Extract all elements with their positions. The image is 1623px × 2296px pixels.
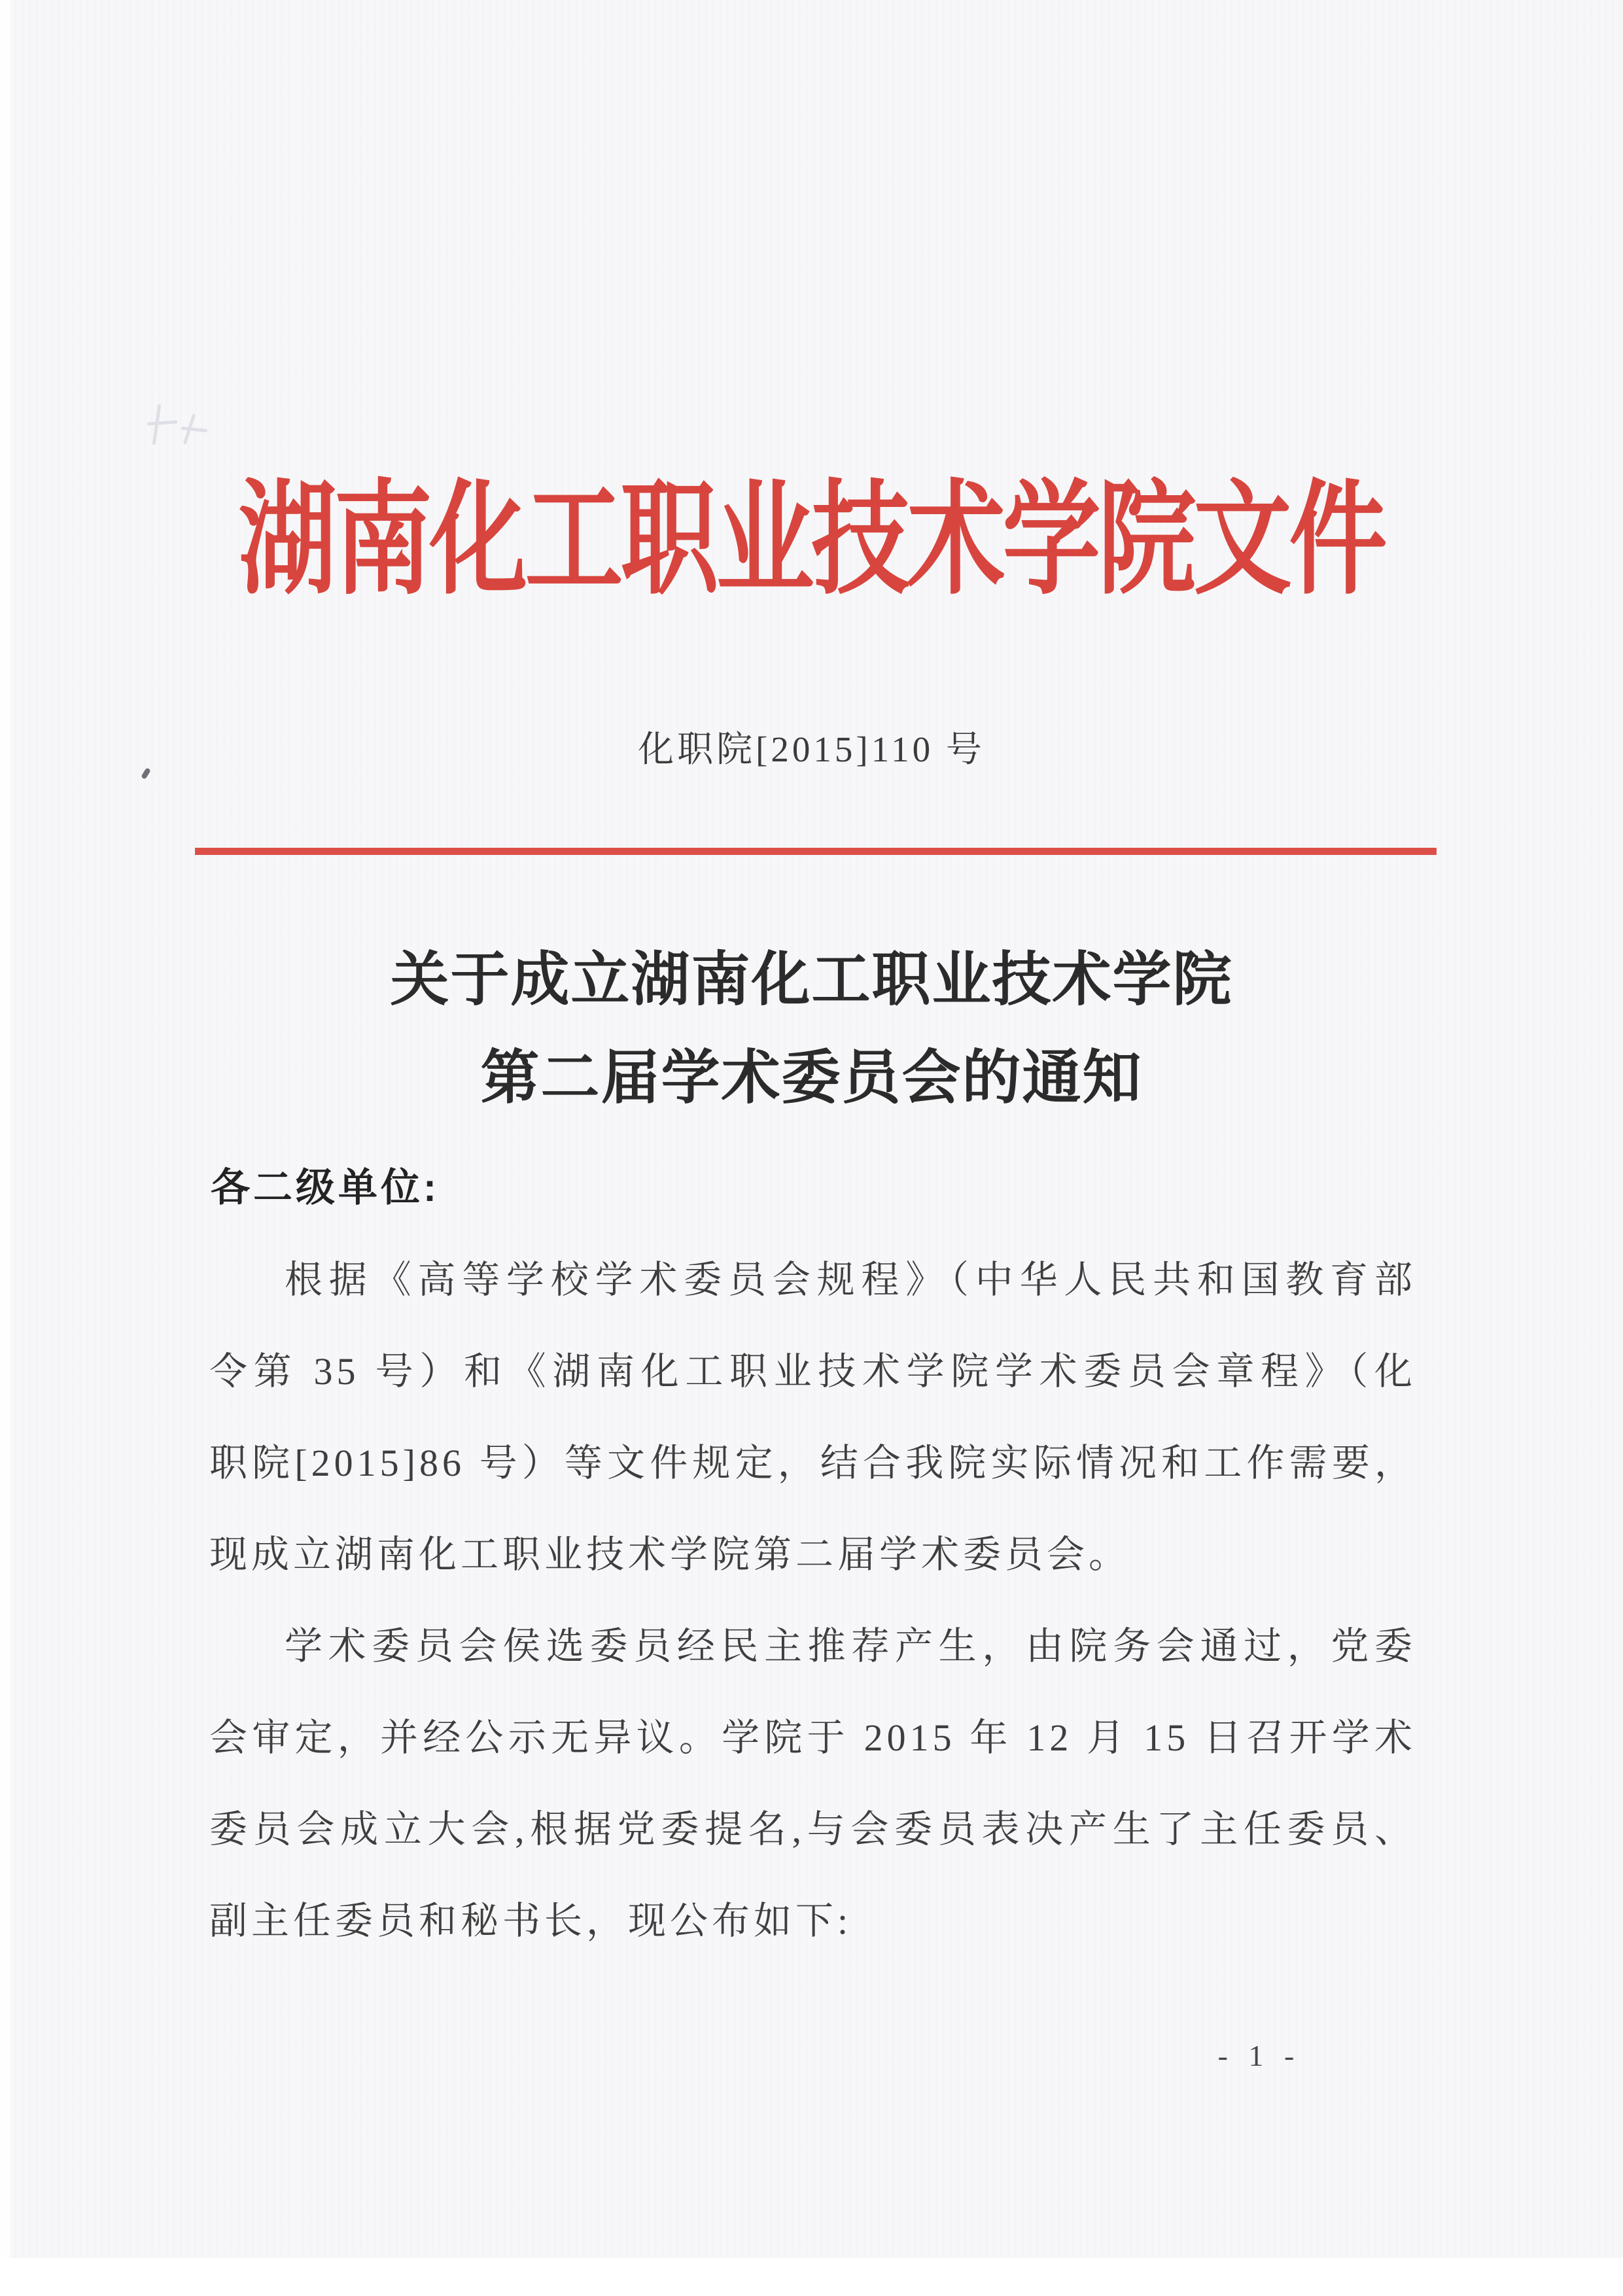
salutation: 各二级单位: bbox=[211, 1166, 440, 1209]
red-separator-line bbox=[195, 848, 1437, 855]
notice-title bbox=[0, 931, 1623, 1128]
red-header-title bbox=[0, 440, 1623, 610]
paragraph-2 bbox=[209, 1601, 1416, 1967]
body-line: 职院[2015]86 号）等文件规定，结合我院实际情况和工作需要， bbox=[209, 1442, 1416, 1484]
paragraph-1 bbox=[209, 1234, 1416, 1601]
document-number: 化职院[2015]110 号 bbox=[638, 729, 985, 769]
body-line: 根据《高等学校学术委员会规程》（中华人民共和国教育部 bbox=[285, 1259, 1416, 1301]
scan-edge-bottom bbox=[0, 2258, 1623, 2296]
body-text bbox=[209, 1234, 1416, 1967]
body-line: 学术委员会侯选委员经民主推荐产生，由院务会通过，党委 bbox=[285, 1625, 1416, 1667]
notice-title-line-1: 关于成立湖南化工职业技术学院 bbox=[390, 948, 1233, 1013]
page-number: - 1 - bbox=[1217, 2039, 1301, 2072]
scan-edge-left bbox=[0, 0, 10, 2296]
body-line: 副主任委员和秘书长，现公布如下: bbox=[209, 1900, 852, 1942]
red-header-title-text: 湖南化工职业技术学院文件 bbox=[238, 472, 1385, 610]
body-line: 现成立湖南化工职业技术学院第二届学术委员会。 bbox=[209, 1533, 1131, 1576]
body-line: 委员会成立大会,根据党委提名,与会委员表决产生了主任委员、 bbox=[209, 1808, 1416, 1851]
body-line: 会审定，并经公示无异议。学院于 2015 年 12 月 15 日召开学术 bbox=[209, 1716, 1416, 1759]
notice-title-line-2: 第二届学术委员会的通知 bbox=[480, 1046, 1143, 1111]
body-line: 令第 35 号）和《湖南化工职业技术学院学术委员会章程》（化 bbox=[209, 1350, 1416, 1393]
